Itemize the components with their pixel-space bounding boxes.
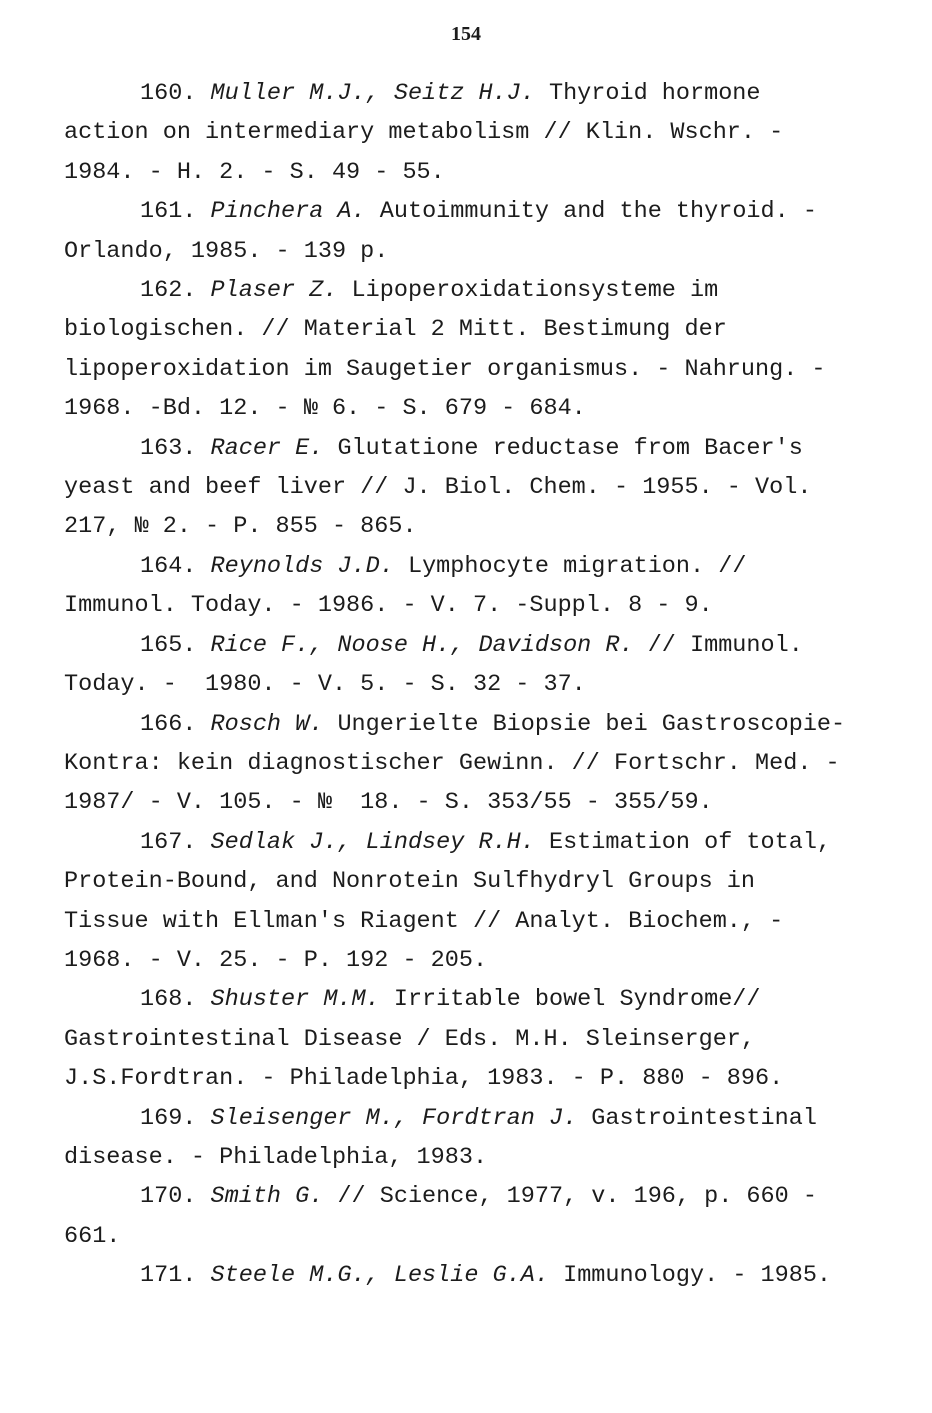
reference-text: 1968. -Bd. 12. - № 6. - S. 679 - 684. [64,395,586,423]
page-number: 154 [451,23,481,45]
reference-text: Orlando, 1985. - 139 p. [64,237,389,265]
reference-text: Irritable bowel Syndrome// [379,986,761,1014]
reference-authors: Sedlak J., Lindsey R.H. [210,828,535,856]
reference-list [64,74,874,1296]
reference-text: // Science, 1977, v. 196, p. 660 - [323,1183,817,1211]
reference-line [64,1059,874,1098]
reference-text: 161. [140,198,211,226]
reference-entry [64,271,874,429]
reference-line [64,232,874,271]
reference-line [64,862,874,901]
reference-line [64,1020,874,1059]
reference-text: Lipoperoxidationsysteme im [337,277,719,305]
reference-line [64,429,874,468]
reference-text: J.S.Fordtran. - Philadelphia, 1983. - P. 880 - 896. [64,1065,784,1093]
reference-authors: Smith G. [210,1183,324,1211]
reference-text: 169. [140,1104,211,1132]
reference-entry [64,1177,874,1256]
reference-line [64,271,874,310]
reference-text: disease. - Philadelphia, 1983. [64,1143,488,1171]
reference-text: Today. - 1980. - V. 5. - S. 32 - 37. [64,671,586,699]
reference-line [64,468,874,507]
reference-line [64,507,874,546]
reference-text: 160. [140,80,211,107]
reference-text: Immunol. Today. - 1986. - V. 7. -Suppl. 8 - 9. [64,592,713,620]
reference-authors: Muller M.J., Seitz H.J. [210,80,535,107]
reference-entry [64,823,874,981]
reference-line [64,113,874,152]
reference-entry [64,980,874,1098]
reference-text: 170. [140,1183,211,1211]
reference-text: Glutatione reductase from Bacer's [323,434,803,462]
reference-line [64,941,874,980]
reference-line [64,1177,874,1216]
reference-text: Thyroid hormone [534,80,761,107]
reference-text: Tissue with Ellman's Riagent // Analyt. Biochem., - [64,907,784,935]
reference-text: Gastrointestinal Disease / Eds. M.H. Sleinserger, [64,1025,756,1053]
reference-authors: Rosch W. [210,710,324,738]
reference-text: Lymphocyte migration. // [393,552,747,580]
reference-text: 1984. - H. 2. - S. 49 - 55. [64,158,445,186]
reference-authors: Rice F., Noose H., Davidson R. [210,631,634,659]
reference-line [64,980,874,1019]
reference-text: 163. [140,434,211,462]
reference-text: 168. [140,986,211,1014]
reference-text: 1987/ - V. 105. - № 18. - S. 353/55 - 355/59. [64,789,713,817]
reference-line [64,1256,874,1295]
reference-text: 166. [140,710,211,738]
reference-line [64,586,874,625]
reference-line [64,350,874,389]
reference-text: 661. [64,1222,121,1250]
reference-line [64,823,874,862]
reference-text: lipoperoxidation im Saugetier organismus. - Nahrung. - [64,355,826,383]
reference-entry [64,192,874,271]
reference-line [64,547,874,586]
reference-text: 217, № 2. - P. 855 - 865. [64,513,417,541]
reference-line [64,744,874,783]
reference-entry [64,626,874,705]
reference-authors: Shuster M.M. [210,986,380,1014]
reference-text: action on intermediary metabolism // Klin. Wschr. - [64,119,784,147]
reference-text: 162. [140,277,211,305]
reference-text: Protein-Bound, and Nonrotein Sulfhydryl Groups in [64,868,756,896]
reference-text: Kontra: kein diagnostischer Gewinn. // Fortschr. Med. - [64,749,840,777]
reference-entry [64,1099,874,1178]
reference-authors: Sleisenger M., Fordtran J. [210,1104,578,1132]
reference-line [64,705,874,744]
reference-line [64,1138,874,1177]
reference-text: Gastrointestinal [577,1104,817,1132]
reference-entry [64,547,874,626]
reference-line [64,902,874,941]
reference-line [64,1099,874,1138]
reference-line [64,153,874,192]
reference-authors: Reynolds J.D. [210,552,394,580]
reference-authors: Plaser Z. [210,277,338,305]
reference-text: yeast and beef liver // J. Biol. Chem. - 1955. - Vol. [64,474,812,502]
reference-text: biologischen. // Material 2 Mitt. Bestimung der [64,316,727,344]
reference-text: // Immunol. [633,631,803,659]
reference-entry [64,429,874,547]
reference-text: 171. [140,1262,211,1290]
reference-entry [64,1256,874,1295]
reference-text: Estimation of total, [534,828,832,856]
reference-entry [64,74,874,192]
reference-line [64,783,874,822]
reference-line [64,389,874,428]
reference-text: 167. [140,828,211,856]
reference-line [64,310,874,349]
reference-line [64,665,874,704]
reference-text: Immunology. - 1985. [548,1262,832,1290]
reference-authors: Steele M.G., Leslie G.A. [210,1262,549,1290]
reference-text: Ungerielte Biopsie bei Gastroscopie- [323,710,846,738]
reference-text: 165. [140,631,211,659]
reference-text: 1968. - V. 25. - P. 192 - 205. [64,946,488,974]
reference-authors: Racer E. [210,434,324,462]
reference-text: Autoimmunity and the thyroid. - [365,198,817,226]
reference-line [64,74,874,113]
reference-entry [64,705,874,823]
reference-text: 164. [140,552,211,580]
reference-line [64,626,874,665]
reference-line [64,1217,874,1256]
reference-line [64,192,874,231]
reference-authors: Pinchera A. [210,198,366,226]
